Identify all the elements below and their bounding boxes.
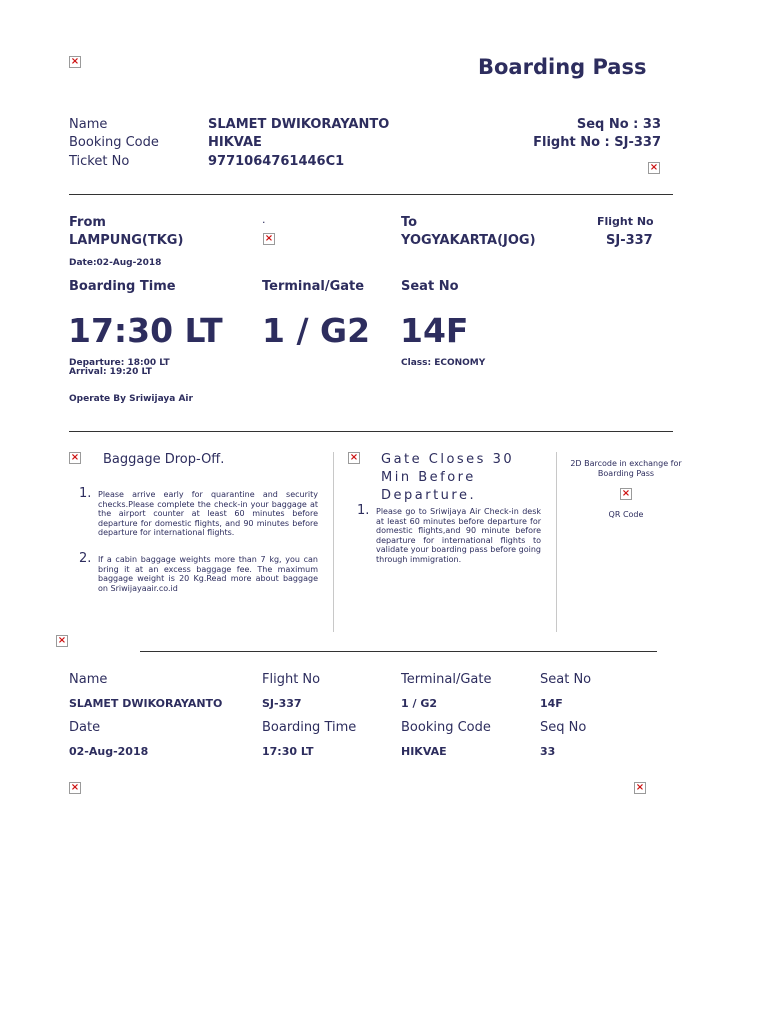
name-label: Name <box>69 117 108 132</box>
header-broken-image-icon: × <box>649 162 659 173</box>
stub-seat-no-label: Seat No <box>540 672 592 687</box>
stub-flight-no-label: Flight No <box>262 672 321 687</box>
seat-no: 14F <box>400 311 469 350</box>
page-title: Boarding Pass <box>478 55 647 79</box>
stub-seq-no-label: Seq No <box>540 720 587 735</box>
barcode-note: 2D Barcode in exchange for Boarding Pass <box>570 459 682 478</box>
divider-top <box>69 194 673 195</box>
info-divider-1 <box>333 452 334 632</box>
to-label: To <box>401 215 418 230</box>
gate-item-1-text: Please go to Sriwijaya Air Check-in desk at least 60 minutes before departure for domestic flights,and 90 minute before departure for international flights to validate your boarding pass before going through immigration. <box>376 507 541 564</box>
baggage-item-2-number: 2. <box>79 551 92 566</box>
stub-terminal-gate-label: Terminal/Gate <box>401 672 492 687</box>
stub-footer-left-broken-image-icon: × <box>70 782 80 793</box>
operated-by: Operate By Sriwijaya Air <box>69 394 193 404</box>
info-divider-2 <box>556 452 557 632</box>
qr-code-broken-image-icon: × <box>621 488 631 499</box>
terminal-gate-label: Terminal/Gate <box>262 279 365 294</box>
from-airport: LAMPUNG(TKG) <box>69 233 184 248</box>
booking-code-label: Booking Code <box>69 135 159 150</box>
stub-boarding-time-label: Boarding Time <box>262 720 357 735</box>
travel-class: Class: ECONOMY <box>401 358 486 368</box>
terminal-gate: 1 / G2 <box>262 311 371 350</box>
passenger-name: SLAMET DWIKORAYANTO <box>208 117 390 132</box>
from-label: From <box>69 215 106 230</box>
stub-date-label: Date <box>69 720 101 735</box>
baggage-item-1-text: Please arrive early for quarantine and security checks.Please complete the check-in your baggage at the airport counter at least 60 minutes before departure for domestic flights, and 90 minutes before departure for international flights. <box>98 490 318 538</box>
stub-logo-broken-image-icon: × <box>57 635 67 646</box>
stub-name-label: Name <box>69 672 108 687</box>
stub-seq-no: 33 <box>540 745 556 758</box>
route-flight-no: SJ-337 <box>606 233 653 248</box>
header-flight-no: Flight No : SJ-337 <box>533 135 661 150</box>
baggage-title: Baggage Drop-Off. <box>103 452 225 467</box>
stub-booking-code: HIKVAE <box>401 745 447 758</box>
stub-boarding-time: 17:30 LT <box>262 745 314 758</box>
gate-title: Gate Closes 30 Min Before Departure. <box>381 452 515 503</box>
boarding-time-label: Boarding Time <box>69 279 176 294</box>
booking-code: HIKVAE <box>208 135 262 150</box>
ticket-no-label: Ticket No <box>69 154 130 169</box>
stub-date: 02-Aug-2018 <box>69 745 149 758</box>
baggage-item-2-text: If a cabin baggage weights more than 7 kg, you can bring it at an excess baggage fee. The maximum baggage weight is 20 Kg.Read more about baggage on Sriwijayaair.co.id <box>98 555 318 593</box>
gate-item-1-number: 1. <box>357 503 370 518</box>
route-separator: . <box>262 213 266 226</box>
stub-passenger-name: SLAMET DWIKORAYANTO <box>69 697 223 710</box>
baggage-item-1-number: 1. <box>79 486 92 501</box>
divider-middle <box>69 431 673 432</box>
stub-flight-no: SJ-337 <box>262 697 302 710</box>
seat-no-label: Seat No <box>401 279 459 294</box>
divider-stub <box>140 651 657 652</box>
route-flight-no-label: Flight No <box>597 215 654 228</box>
plane-broken-image-icon: × <box>264 233 274 244</box>
airline-logo-broken-image-icon: × <box>70 56 80 67</box>
stub-terminal-gate: 1 / G2 <box>401 697 438 710</box>
gate-broken-image-icon: × <box>349 452 359 463</box>
to-airport: YOGYAKARTA(JOG) <box>401 233 536 248</box>
boarding-time: 17:30 LT <box>68 311 223 350</box>
arrival-time: Arrival: 19:20 LT <box>69 367 152 377</box>
qr-code-label: QR Code <box>608 510 644 519</box>
baggage-broken-image-icon: × <box>70 452 80 463</box>
seq-no: Seq No : 33 <box>576 117 661 132</box>
stub-seat-no: 14F <box>540 697 563 710</box>
flight-date: Date:02-Aug-2018 <box>69 258 162 268</box>
stub-footer-right-broken-image-icon: × <box>635 782 645 793</box>
departure-time: Departure: 18:00 LT <box>69 358 170 368</box>
stub-booking-code-label: Booking Code <box>401 720 491 735</box>
ticket-no: 9771064761446C1 <box>208 154 345 169</box>
